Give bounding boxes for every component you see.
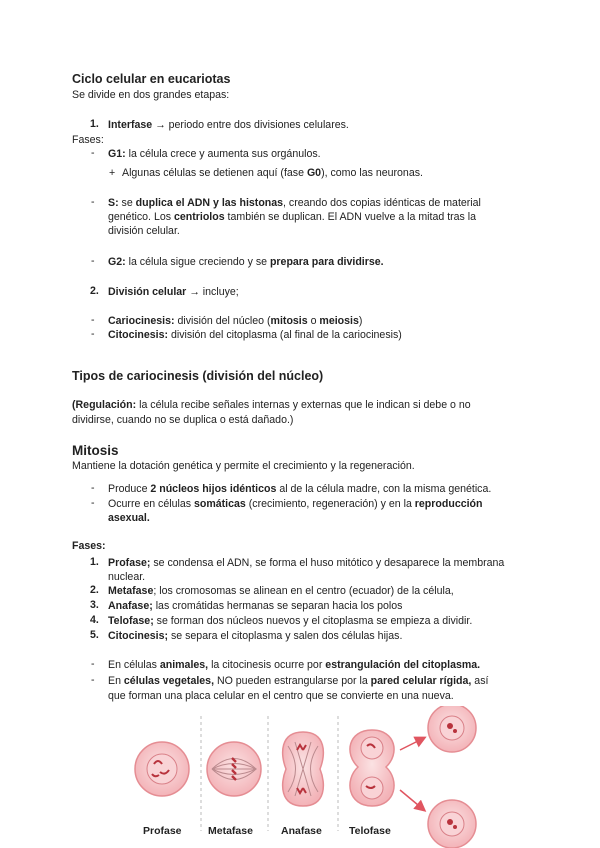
figure-label-telofase: Telofase xyxy=(349,825,391,837)
bullet-dash: - xyxy=(91,147,95,159)
profase-cell xyxy=(135,742,189,796)
mitosis-bullet-2-cont: asexual. xyxy=(108,512,150,524)
list-number: 4. xyxy=(90,614,99,626)
list-number: 1. xyxy=(90,118,99,130)
metafase-line: Metafase; los cromosomas se alinean en el centro (ecuador) de la célula, xyxy=(108,585,454,597)
heading-ciclo-celular: Ciclo celular en eucariotas xyxy=(72,72,231,86)
intro-text: Se divide en dos grandes etapas: xyxy=(72,89,230,101)
s-line-1: S: se duplica el ADN y las histonas, creando dos copias idénticas de material xyxy=(108,197,481,209)
anafase-cell xyxy=(283,732,324,806)
daughter-cell-top xyxy=(428,706,476,752)
mitosis-bullet-1: Produce 2 núcleos hijos idénticos al de la célula madre, con la misma genética. xyxy=(108,483,492,495)
figure-label-anafase: Anafase xyxy=(281,825,322,837)
cariocinesis-line: Cariocinesis: división del núcleo (mitosis o meiosis) xyxy=(108,315,363,327)
vegetales-line: En células vegetales, NO pueden estrangularse por la pared celular rígida, así xyxy=(108,675,489,687)
list-number: 2. xyxy=(90,584,99,596)
mitosis-intro: Mantiene la dotación genética y permite el crecimiento y la regeneración. xyxy=(72,460,415,472)
figure-label-profase: Profase xyxy=(143,825,182,837)
fases-label: Fases: xyxy=(72,134,104,146)
bullet-dash: - xyxy=(91,497,95,509)
profase-line-cont: nuclear. xyxy=(108,571,146,583)
anafase-line: Anafase; las cromátidas hermanas se separan hacia los polos xyxy=(108,600,403,612)
heading-mitosis: Mitosis xyxy=(72,443,119,458)
daughter-cell-bottom xyxy=(428,800,476,848)
regulacion-line-1: (Regulación: la célula recibe señales internas y externas que le indican si debe o no xyxy=(72,399,471,411)
figure-label-metafase: Metafase xyxy=(208,825,253,837)
bullet-dash: - xyxy=(91,674,95,686)
vegetales-line-cont: que forman una placa celular en el centro que se convierte en una nueva. xyxy=(108,690,454,702)
list-number: 5. xyxy=(90,629,99,641)
bullet-dash: - xyxy=(91,482,95,494)
bullet-dash: - xyxy=(91,255,95,267)
citocinesis-phase-line: Citocinesis; se separa el citoplasma y salen dos células hijas. xyxy=(108,630,403,642)
regulacion-line-2: dividirse, cuando no se duplica o está dañado.) xyxy=(72,414,294,426)
interfase-line: Interfase → periodo entre dos divisiones celulares. xyxy=(108,119,349,131)
s-line-3: división celular. xyxy=(108,225,180,237)
list-number: 2. xyxy=(90,285,99,297)
telofase-cell xyxy=(350,730,394,806)
bullet-dash: - xyxy=(91,196,95,208)
metafase-cell xyxy=(207,742,261,796)
arrow-icon xyxy=(400,790,424,810)
bullet-dash: - xyxy=(91,314,95,326)
division-celular-line: División celular → incluye; xyxy=(108,286,239,298)
list-number: 3. xyxy=(90,599,99,611)
fases-label: Fases: xyxy=(72,540,106,552)
g1-line: G1: la célula crece y aumenta sus orgánulos. xyxy=(108,148,321,160)
heading-tipos-cariocinesis: Tipos de cariocinesis (división del núcleo) xyxy=(72,369,324,383)
bullet-dash: - xyxy=(91,328,95,340)
bullet-dash: - xyxy=(91,658,95,670)
list-number: 1. xyxy=(90,556,99,568)
mitosis-bullet-2: Ocurre en células somáticas (crecimiento, regeneración) y en la reproducción xyxy=(108,498,483,510)
g0-line: Algunas células se detienen aquí (fase G0), como las neuronas. xyxy=(122,167,423,179)
arrow-icon xyxy=(400,738,424,750)
plus-bullet: + xyxy=(109,167,116,179)
g2-line: G2: la célula sigue creciendo y se prepara para dividirse. xyxy=(108,256,384,268)
telofase-line: Telofase; se forman dos núcleos nuevos y el citoplasma se empieza a dividir. xyxy=(108,615,473,627)
animales-line: En células animales, la citocinesis ocurre por estrangulación del citoplasma. xyxy=(108,659,481,671)
s-line-2: genético. Los centriolos también se duplican. El ADN vuelve a la mitad tras la xyxy=(108,211,477,223)
profase-line: Profase; se condensa el ADN, se forma el huso mitótico y desaparece la membrana xyxy=(108,557,505,569)
citocinesis-line: Citocinesis: división del citoplasma (al final de la cariocinesis) xyxy=(108,329,402,341)
